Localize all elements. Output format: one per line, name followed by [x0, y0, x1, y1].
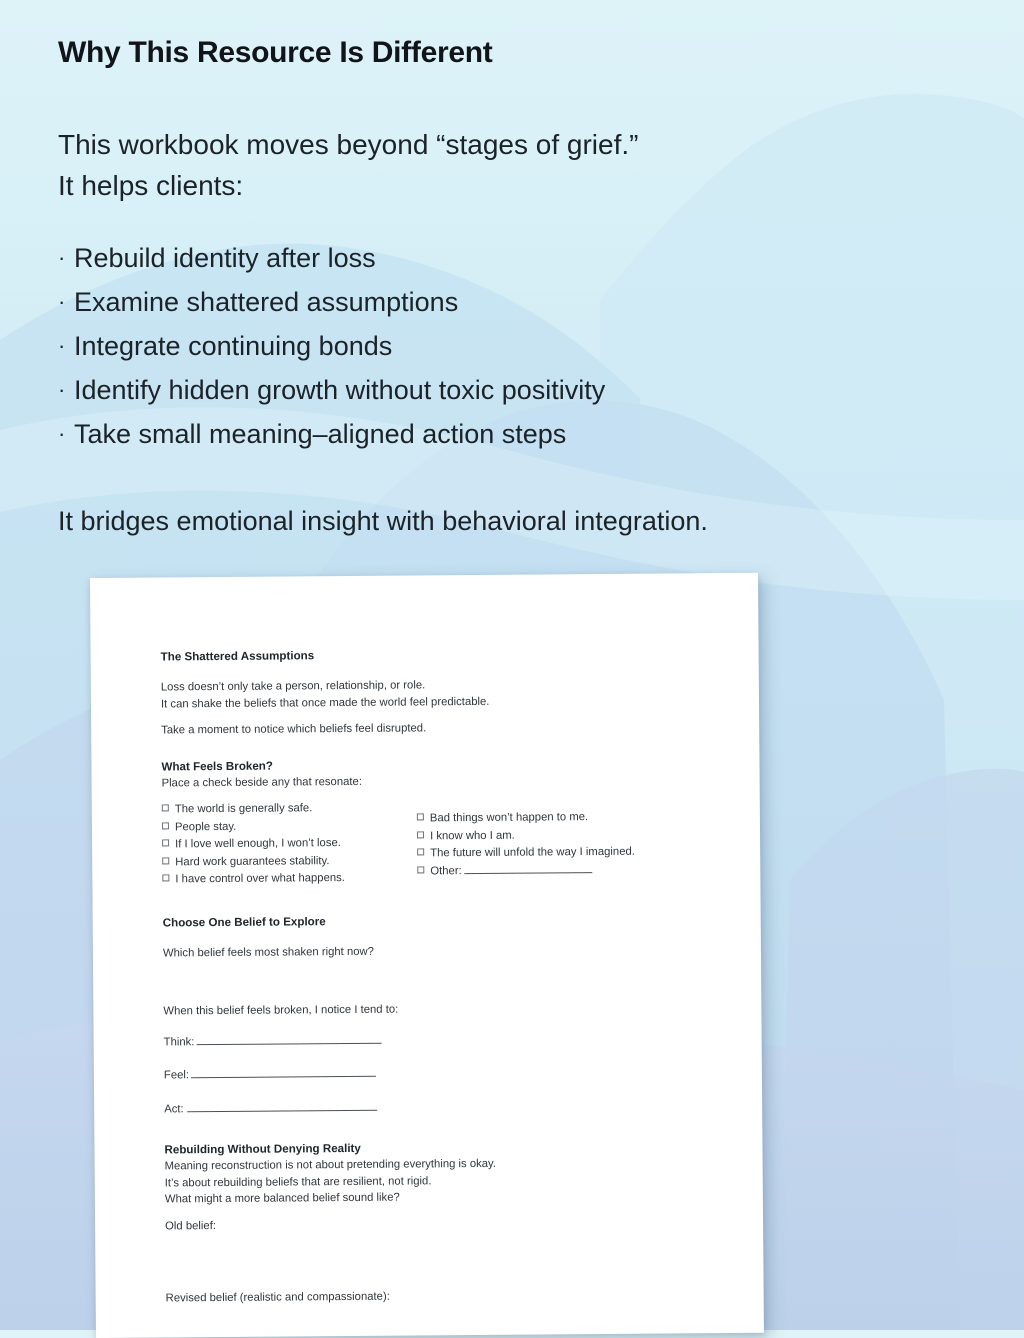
- checkbox-icon[interactable]: [162, 804, 169, 811]
- worksheet-section3-question: Which belief feels most shaken right now?: [162, 945, 374, 959]
- checkbox-icon[interactable]: [162, 874, 169, 881]
- list-item: [58, 324, 958, 368]
- closing-statement: It bridges emotional insight with behavioral integration.: [58, 506, 708, 536]
- checkbox-icon[interactable]: [417, 866, 424, 873]
- checkbox-icon[interactable]: [162, 839, 169, 846]
- fill-in-label: Feel:: [163, 1069, 190, 1082]
- fill-in-row-think[interactable]: [164, 1030, 704, 1051]
- benefit-label: Rebuild identity after loss: [74, 243, 376, 273]
- benefits-list: [58, 236, 958, 456]
- checkbox-label: Bad things won’t happen to me.: [429, 811, 589, 825]
- bullet-icon: ·: [58, 289, 66, 314]
- checkbox-row[interactable]: [162, 852, 424, 872]
- checkbox-row[interactable]: [162, 834, 424, 854]
- checkbox-column-left: [162, 799, 425, 889]
- benefit-label: Identify hidden growth without toxic positivity: [74, 375, 606, 405]
- worksheet-section-heading-rebuilding: Rebuilding Without Denying Reality: [164, 1141, 361, 1157]
- list-item: [58, 412, 958, 456]
- checkbox-label-other: Other:: [430, 864, 462, 877]
- list-item: [58, 236, 958, 280]
- worksheet-old-belief-label: Old belief:: [165, 1219, 217, 1232]
- bullet-icon: ·: [58, 245, 66, 270]
- checkbox-row[interactable]: [162, 799, 424, 819]
- fill-in-line[interactable]: [196, 1042, 381, 1044]
- worksheet-section4-line-1: Meaning reconstruction is not about pretending everything is okay.: [164, 1157, 497, 1173]
- fill-in-line[interactable]: [191, 1076, 376, 1078]
- worksheet-section1-line-2: It can shake the beliefs that once made the world feel predictable.: [160, 695, 490, 710]
- worksheet-section-heading-choose-one-belief: Choose One Belief to Explore: [162, 914, 326, 929]
- worksheet-preview-card: [90, 573, 764, 1338]
- worksheet-section4-line-3: What might a more balanced belief sound like?: [164, 1191, 400, 1206]
- checkbox-label: I know who I am.: [429, 829, 515, 842]
- checkbox-columns: [162, 797, 703, 889]
- worksheet-revised-belief-label: Revised belief (realistic and compassionate):: [165, 1290, 390, 1305]
- checkbox-icon[interactable]: [417, 848, 424, 855]
- checkbox-label: People stay.: [174, 820, 237, 833]
- checkbox-row[interactable]: [417, 808, 702, 828]
- fill-in-row-feel[interactable]: [164, 1063, 704, 1084]
- list-item: [58, 368, 958, 412]
- checkbox-icon[interactable]: [417, 813, 424, 820]
- checkbox-icon[interactable]: [162, 857, 169, 864]
- checkbox-label: Hard work guarantees stability.: [175, 854, 330, 868]
- page-title: Why This Resource Is Different: [58, 36, 493, 69]
- checkbox-label: I have control over what happens.: [175, 872, 345, 886]
- checkbox-row[interactable]: [162, 817, 424, 837]
- fill-in-line[interactable]: [188, 1109, 378, 1111]
- intro-line-1: This workbook moves beyond “stages of grief.”: [58, 129, 639, 160]
- checkbox-row[interactable]: [162, 869, 424, 889]
- fill-in-label: Act:: [164, 1102, 184, 1115]
- intro-line-2: It helps clients:: [58, 170, 244, 201]
- checkbox-label: The future will unfold the way I imagined.: [430, 845, 635, 860]
- benefit-label: Take small meaning–aligned action steps: [74, 419, 567, 449]
- checkbox-row-other[interactable]: [417, 861, 702, 881]
- benefit-label: Examine shattered assumptions: [74, 287, 459, 317]
- checkbox-icon[interactable]: [162, 822, 169, 829]
- fill-in-row-act[interactable]: [164, 1097, 704, 1118]
- checkbox-row[interactable]: [417, 843, 702, 863]
- benefit-label: Integrate continuing bonds: [74, 331, 393, 361]
- worksheet-content: [161, 645, 706, 1307]
- other-write-in-line[interactable]: [465, 872, 593, 874]
- worksheet-section4-line-2: It’s about rebuilding beliefs that are resilient, not rigid.: [164, 1174, 432, 1189]
- checkbox-column-right: [417, 808, 703, 880]
- list-item: [58, 280, 958, 324]
- checkbox-label: If I love well enough, I won’t lose.: [175, 837, 341, 851]
- checkbox-icon[interactable]: [417, 831, 424, 838]
- checkbox-row[interactable]: [417, 826, 702, 846]
- checkbox-label: The world is generally safe.: [174, 802, 313, 816]
- intro-paragraph: [58, 124, 958, 206]
- bullet-icon: ·: [58, 333, 66, 358]
- worksheet-section-heading-shattered-assumptions: The Shattered Assumptions: [160, 649, 315, 664]
- worksheet-section1-line-3: Take a moment to notice which beliefs feel disrupted.: [161, 722, 427, 737]
- worksheet-section-heading-what-feels-broken: What Feels Broken?: [161, 759, 273, 773]
- worksheet-section2-instruction: Place a check beside any that resonate:: [161, 775, 362, 789]
- bullet-icon: ·: [58, 421, 66, 446]
- worksheet-section3-prompt: When this belief feels broken, I notice I tend to:: [163, 1003, 399, 1018]
- bullet-icon: ·: [58, 377, 66, 402]
- worksheet-section1-line-1: Loss doesn’t only take a person, relationship, or role.: [160, 679, 426, 694]
- fill-in-label: Think:: [163, 1035, 195, 1048]
